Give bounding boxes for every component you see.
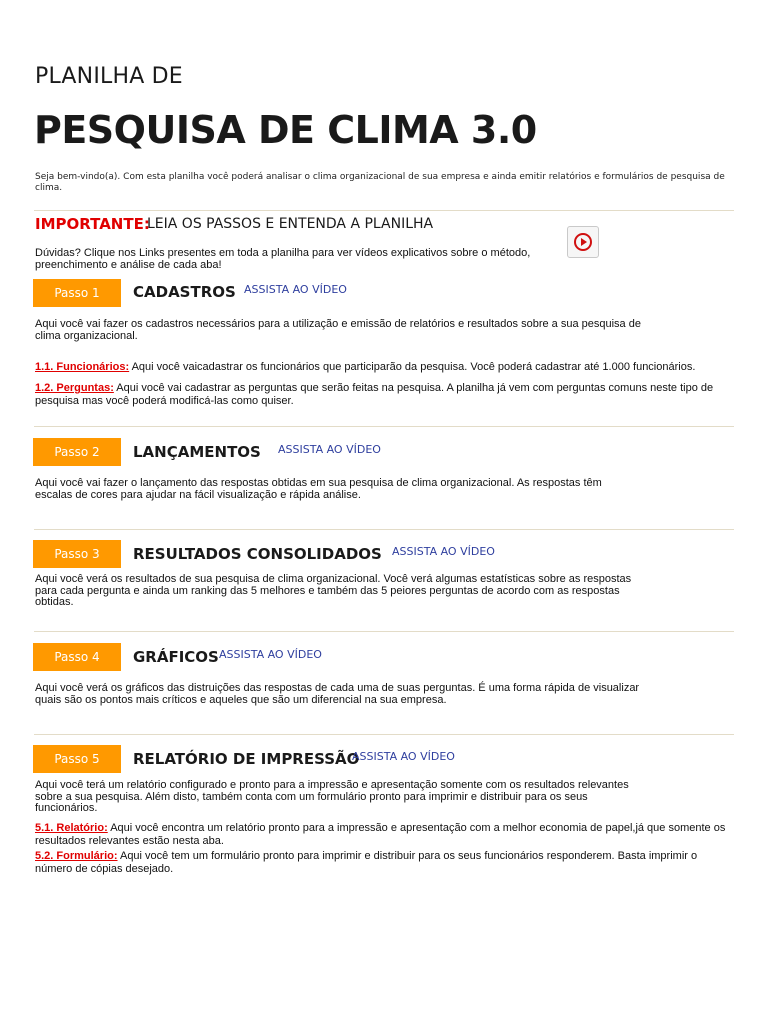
welcome-text: Seja bem-vindo(a). Com esta planilha você poderá analisar o clima organizacional de sua empresa e ainda emitir relatórios e formulários de pesquisa de clima. bbox=[35, 172, 725, 193]
subitem-label: 5.1. Relatório: bbox=[35, 822, 108, 834]
step-4-video-link[interactable]: ASSISTA AO VÍDEO bbox=[219, 648, 322, 661]
important-label: IMPORTANTE: bbox=[35, 215, 150, 233]
divider bbox=[34, 529, 734, 530]
subitem-label: 5.2. Formulário: bbox=[35, 850, 118, 862]
title-line-1: PLANILHA DE bbox=[35, 64, 183, 89]
divider bbox=[34, 734, 734, 735]
subitem-text: Aqui você vaicadastrar os funcionários que participarão da pesquisa. Você poderá cadastrar até 1.000 funcionários. bbox=[129, 361, 696, 373]
doubts-text: Dúvidas? Clique nos Links presentes em toda a planilha para ver vídeos explicativos sobre o método, preenchimento e análise de cada aba! bbox=[35, 247, 531, 271]
step-5-title: RELATÓRIO DE IMPRESSÃO bbox=[133, 750, 360, 768]
step-3-description: Aqui você verá os resultados de sua pesquisa de clima organizacional. Você verá algumas estatísticas sobre as respostas para cada pergunta e ainda um ranking das 5 melhores e também das 5 peiores perguntas de acordo com as respostas obtidas. bbox=[35, 573, 632, 608]
step-3-title: RESULTADOS CONSOLIDADOS bbox=[133, 545, 382, 563]
step-3-video-link[interactable]: ASSISTA AO VÍDEO bbox=[392, 545, 495, 558]
step-3-badge: Passo 3 bbox=[33, 540, 121, 568]
step-2-title: LANÇAMENTOS bbox=[133, 443, 261, 461]
step-2-description: Aqui você vai fazer o lançamento das respostas obtidas em sua pesquisa de clima organizacional. As respostas têm escalas de cores para ajudar na fácil visualização e rápida análise. bbox=[35, 477, 602, 501]
step-2-video-link[interactable]: ASSISTA AO VÍDEO bbox=[278, 443, 381, 456]
page-title: PESQUISA DE CLIMA 3.0 bbox=[34, 108, 537, 152]
step-1-subitem-2 bbox=[35, 382, 735, 408]
step-1-subitem-1 bbox=[35, 361, 735, 374]
step-5-subitem-1 bbox=[35, 822, 735, 848]
step-4-badge: Passo 4 bbox=[33, 643, 121, 671]
step-5-badge: Passo 5 bbox=[33, 745, 121, 773]
step-1-title: CADASTROS bbox=[133, 283, 236, 301]
step-1-badge: Passo 1 bbox=[33, 279, 121, 307]
step-2-badge: Passo 2 bbox=[33, 438, 121, 466]
step-4-title: GRÁFICOS bbox=[133, 648, 219, 666]
step-1-description: Aqui você vai fazer os cadastros necessários para a utilização e emissão de relatórios e resultados sobre a sua pesquisa de clima organizacional. bbox=[35, 318, 641, 342]
step-1-video-link[interactable]: ASSISTA AO VÍDEO bbox=[244, 283, 347, 296]
important-text: LEIA OS PASSOS E ENTENDA A PLANILHA bbox=[147, 216, 434, 232]
subitem-label: 1.1. Funcionários: bbox=[35, 361, 130, 373]
step-5-video-link[interactable]: ASSISTA AO VÍDEO bbox=[352, 750, 455, 763]
step-4-description: Aqui você verá os gráficos das distruições das respostas de cada uma de suas perguntas. É uma forma rápida de visualizar quais são os pontos mais críticos e aqueles que são um diferencial na sua empresa. bbox=[35, 682, 640, 706]
divider bbox=[34, 210, 734, 211]
subitem-text: Aqui você vai cadastrar as perguntas que serão feitas na pesquisa. A planilha já vem com perguntas comuns neste tipo de pesquisa mas você poderá modificá-las como quiser. bbox=[35, 382, 714, 407]
subitem-text: Aqui você tem um formulário pronto para imprimir e distribuir para os seus funcionários responderem. Basta imprimir o número de cópias desejado. bbox=[35, 850, 698, 875]
play-video-button[interactable] bbox=[567, 226, 599, 258]
step-5-description: Aqui você terá um relatório configurado e pronto para a impressão e apresentação somente com os resultados relevantes sobre a sua pesquisa. Além disto, também conta com um formulário pronto para imprimir e distribuir para os seus funcionários. bbox=[35, 779, 629, 814]
subitem-label: 1.2. Perguntas: bbox=[35, 382, 114, 394]
divider bbox=[34, 426, 734, 427]
play-video-icon bbox=[573, 232, 593, 252]
step-5-subitem-2 bbox=[35, 850, 735, 876]
subitem-text: Aqui você encontra um relatório pronto para a impressão e apresentação com a melhor economia de papel,já que somente os resultados relevantes estão nesta aba. bbox=[35, 822, 726, 847]
divider bbox=[34, 631, 734, 632]
